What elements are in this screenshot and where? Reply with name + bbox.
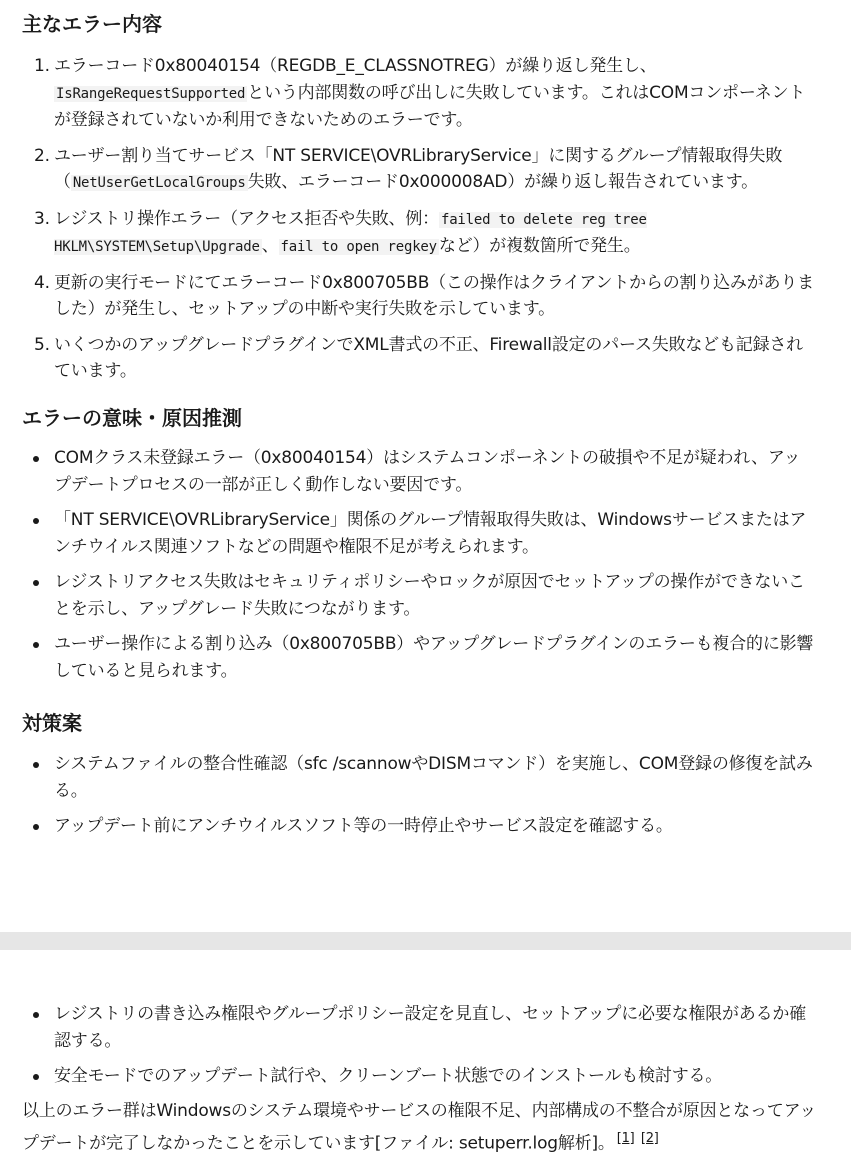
inline-code: failed to delete reg tree HKLM\SYSTEM\Setup\Upgrade (54, 211, 647, 255)
list-number: 2. (34, 145, 50, 166)
section-title-errors: 主なエラー内容 (22, 12, 162, 36)
list-item (22, 143, 814, 197)
list-item: 「NT SERVICE\OVRLibraryService」関係のグループ情報取得失敗は、Windowsサービスまたはアンチウイルス関連ソフトなどの問題や権限不足が考えられます。 (22, 507, 814, 560)
inline-code: IsRangeRequestSupported (56, 85, 246, 102)
item-text: エラーコード0x80040154（REGDB_E_CLASSNOTREG）が繰り返し発生し、 (54, 56, 657, 76)
list-number: 3. (34, 208, 50, 229)
list-item: システムファイルの整合性確認（sfc /scannowやDISMコマンド）を実施し、COM登録の修復を試みる。 (22, 751, 814, 804)
list-item: COMクラス未登録エラー（0x80040154）はシステムコンポーネントの破損や不足が疑われ、アップデートプロセスの一部が正しく動作しない要因です。 (22, 445, 814, 498)
list-item: 安全モードでのアップデート試行や、クリーンブート状態でのインストールも検討する。 (22, 1063, 814, 1090)
item-text: ユーザー割り当てサービス「NT SERVICE\OVRLibraryService」に関するグループ情報取得失敗（ (54, 145, 783, 192)
item-text: レジストリ操作エラー（アクセス拒否や失敗、例： (54, 208, 439, 229)
reference-links (615, 1130, 659, 1146)
section-title-causes: エラーの意味・原因推測 (22, 406, 242, 430)
list-item (22, 53, 814, 134)
list-item (22, 332, 814, 385)
list-number: 1. (34, 56, 50, 76)
item-text: という内部関数の呼び出しに失敗しています。これはCOMコンポーネントが登録されていないか利用できないためのエラーです。 (54, 82, 806, 130)
reference-link-1[interactable]: [1] (616, 1130, 635, 1146)
error-list (22, 53, 814, 394)
list-item: アップデート前にアンチウイルスソフト等の一時停止やサービス設定を確認する。 (22, 813, 814, 840)
measure-list (22, 751, 814, 849)
list-item: ユーザー操作による割り込み（0x800705BB）やアップグレードプラグインのエラーも複合的に影響していると見られます。 (22, 631, 814, 684)
item-text: など）が複数箇所で発生。 (438, 236, 641, 256)
list-item (22, 206, 814, 261)
item-text: 、 (261, 236, 279, 256)
section-title-measures: 対策案 (22, 711, 82, 735)
inline-code: fail to open regkey (280, 239, 437, 255)
page-break (0, 932, 851, 950)
inline-code: NetUserGetLocalGroups (72, 175, 246, 191)
list-number: 4. (34, 272, 50, 293)
item-text: 更新の実行モードにてエラーコード0x800705BB（この操作はクライアントからの割り込みがありました）が発生し、セットアップの中断や実行失敗を示しています。 (54, 272, 814, 319)
page-bottom (0, 950, 851, 1161)
measure-list-continued (22, 1001, 814, 1099)
list-number: 5. (34, 334, 50, 355)
item-text: いくつかのアップグレードプラグインでXML書式の不正、Firewall設定のパース失敗なども記録されています。 (54, 334, 803, 381)
item-text: 失敗、エラーコード0x000008AD）が繰り返し報告されています。 (247, 172, 758, 192)
list-item (22, 270, 814, 323)
cause-list (22, 445, 814, 693)
list-item: レジストリアクセス失敗はセキュリティポリシーやロックが原因でセットアップの操作ができないことを示し、アップグレード失敗につながります。 (22, 569, 814, 622)
summary-paragraph (22, 1098, 822, 1157)
list-item: レジストリの書き込み権限やグループポリシー設定を見直し、セットアップに必要な権限があるか確認する。 (22, 1001, 814, 1054)
reference-link-2[interactable]: [2] (640, 1130, 659, 1146)
summary-text: 以上のエラー群はWindowsのシステム環境やサービスの権限不足、内部構成の不整合が原因となってアップデートが完了しなかったことを示しています[ファイル: setuperr.log解析]。 (22, 1101, 816, 1154)
